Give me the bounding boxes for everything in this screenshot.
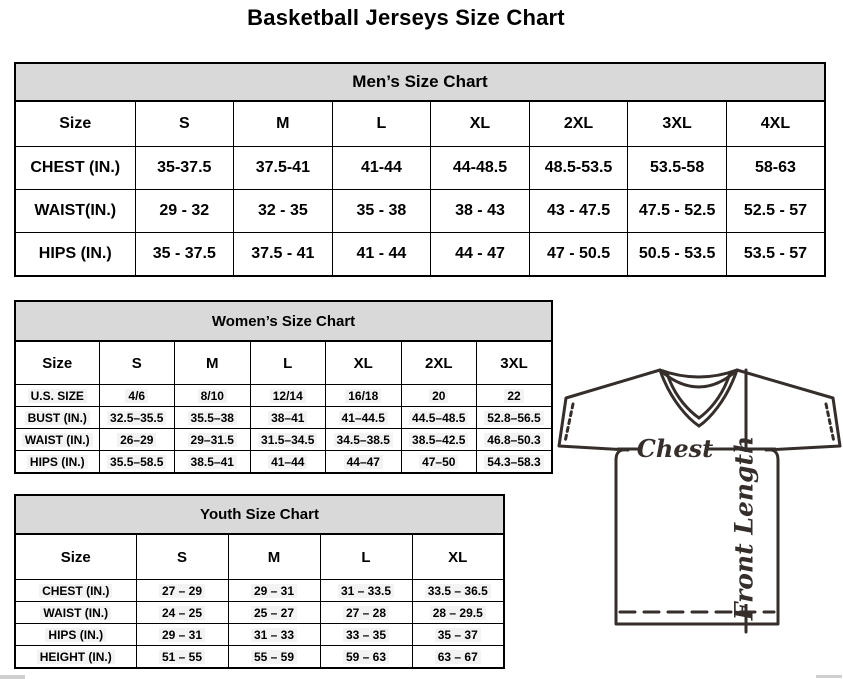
men-cell: 52.5 - 57 <box>726 190 825 233</box>
youth-cell: 25 – 27 <box>228 602 320 624</box>
youth-row-label: HIPS (IN.) <box>15 624 136 646</box>
women-column-header: XL <box>326 341 402 385</box>
men-cell: 29 - 32 <box>135 190 234 233</box>
chest-label: Chest <box>636 434 714 463</box>
men-cell: 47 - 50.5 <box>529 233 628 277</box>
women-cell: 41–44 <box>250 451 326 474</box>
youth-column-header: XL <box>412 534 504 580</box>
women-cell: 46.8–50.3 <box>477 429 553 451</box>
youth-column-header: L <box>320 534 412 580</box>
jersey-measurement-diagram <box>556 360 843 667</box>
youth-cell: 55 – 59 <box>228 646 320 669</box>
men-cell: 50.5 - 53.5 <box>628 233 727 277</box>
women-row-label: U.S. SIZE <box>15 385 99 407</box>
women-cell: 38.5–41 <box>175 451 251 474</box>
youth-table-title: Youth Size Chart <box>15 495 504 534</box>
front-length-label: Front Length <box>729 435 759 621</box>
scrollbar-fragment-left <box>0 675 25 679</box>
women-cell: 54.3–58.3 <box>477 451 553 474</box>
women-row-label: WAIST (IN.) <box>15 429 99 451</box>
women-cell: 12/14 <box>250 385 326 407</box>
youth-column-header: Size <box>15 534 136 580</box>
youth-cell: 31 – 33.5 <box>320 580 412 602</box>
women-table-row <box>15 429 552 451</box>
women-column-header: 3XL <box>477 341 553 385</box>
men-column-header: 2XL <box>529 101 628 147</box>
youth-table-row <box>15 624 504 646</box>
women-cell: 29–31.5 <box>175 429 251 451</box>
men-row-label: WAIST(IN.) <box>15 190 135 233</box>
youth-column-header: M <box>228 534 320 580</box>
men-cell: 35 - 38 <box>332 190 431 233</box>
women-table-row <box>15 407 552 429</box>
women-cell: 44.5–48.5 <box>401 407 477 429</box>
youth-cell: 28 – 29.5 <box>412 602 504 624</box>
women-cell: 44–47 <box>326 451 402 474</box>
youth-table-row <box>15 580 504 602</box>
men-cell: 48.5-53.5 <box>529 147 628 190</box>
women-column-header: 2XL <box>401 341 477 385</box>
men-column-header: XL <box>431 101 530 147</box>
men-cell: 32 - 35 <box>234 190 333 233</box>
women-cell: 35.5–58.5 <box>99 451 175 474</box>
youth-size-chart-table <box>14 494 505 669</box>
youth-column-header: S <box>136 534 228 580</box>
men-row-label: CHEST (IN.) <box>15 147 135 190</box>
women-column-header: Size <box>15 341 99 385</box>
scrollbar-fragment-right <box>816 675 842 678</box>
youth-cell: 27 – 28 <box>320 602 412 624</box>
youth-cell: 33.5 – 36.5 <box>412 580 504 602</box>
women-cell: 32.5–35.5 <box>99 407 175 429</box>
youth-cell: 24 – 25 <box>136 602 228 624</box>
youth-cell: 29 – 31 <box>228 580 320 602</box>
page-title: Basketball Jerseys Size Chart <box>247 5 565 30</box>
men-table-title: Men’s Size Chart <box>15 63 825 101</box>
men-column-header: 4XL <box>726 101 825 147</box>
men-column-header: L <box>332 101 431 147</box>
women-column-header: S <box>99 341 175 385</box>
women-cell: 47–50 <box>401 451 477 474</box>
jersey-outline <box>559 370 840 624</box>
men-column-header: 3XL <box>628 101 727 147</box>
youth-row-label: CHEST (IN.) <box>15 580 136 602</box>
women-row-label: HIPS (IN.) <box>15 451 99 474</box>
women-cell: 4/6 <box>99 385 175 407</box>
youth-cell: 51 – 55 <box>136 646 228 669</box>
men-table-row <box>15 190 825 233</box>
women-cell: 35.5–38 <box>175 407 251 429</box>
women-table-row <box>15 385 552 407</box>
men-cell: 41-44 <box>332 147 431 190</box>
women-cell: 20 <box>401 385 477 407</box>
men-cell: 44 - 47 <box>431 233 530 277</box>
women-cell: 26–29 <box>99 429 175 451</box>
youth-table-row <box>15 646 504 669</box>
men-cell: 43 - 47.5 <box>529 190 628 233</box>
youth-cell: 29 – 31 <box>136 624 228 646</box>
women-cell: 31.5–34.5 <box>250 429 326 451</box>
youth-cell: 31 – 33 <box>228 624 320 646</box>
men-cell: 37.5-41 <box>234 147 333 190</box>
women-cell: 52.8–56.5 <box>477 407 553 429</box>
youth-cell: 63 – 67 <box>412 646 504 669</box>
youth-table-row <box>15 602 504 624</box>
youth-cell: 33 – 35 <box>320 624 412 646</box>
youth-row-label: HEIGHT (IN.) <box>15 646 136 669</box>
men-column-header: Size <box>15 101 135 147</box>
men-column-header: M <box>234 101 333 147</box>
women-cell: 34.5–38.5 <box>326 429 402 451</box>
women-cell: 22 <box>477 385 553 407</box>
youth-row-label: WAIST (IN.) <box>15 602 136 624</box>
women-cell: 41–44.5 <box>326 407 402 429</box>
women-table-row <box>15 451 552 474</box>
men-cell: 53.5 - 57 <box>726 233 825 277</box>
youth-cell: 35 – 37 <box>412 624 504 646</box>
women-cell: 38.5–42.5 <box>401 429 477 451</box>
men-column-header: S <box>135 101 234 147</box>
women-cell: 8/10 <box>175 385 251 407</box>
men-cell: 35-37.5 <box>135 147 234 190</box>
women-column-header: L <box>250 341 326 385</box>
men-cell: 35 - 37.5 <box>135 233 234 277</box>
women-row-label: BUST (IN.) <box>15 407 99 429</box>
men-table-row <box>15 233 825 277</box>
mens-size-chart-table <box>14 62 826 277</box>
men-cell: 47.5 - 52.5 <box>628 190 727 233</box>
women-cell: 16/18 <box>326 385 402 407</box>
men-cell: 58-63 <box>726 147 825 190</box>
men-cell: 53.5-58 <box>628 147 727 190</box>
womens-size-chart-table <box>14 300 553 474</box>
men-cell: 41 - 44 <box>332 233 431 277</box>
youth-cell: 27 – 29 <box>136 580 228 602</box>
men-cell: 38 - 43 <box>431 190 530 233</box>
men-cell: 44-48.5 <box>431 147 530 190</box>
women-column-header: M <box>175 341 251 385</box>
men-row-label: HIPS (IN.) <box>15 233 135 277</box>
men-cell: 37.5 - 41 <box>234 233 333 277</box>
women-table-title: Women’s Size Chart <box>15 301 552 341</box>
youth-cell: 59 – 63 <box>320 646 412 669</box>
men-table-row <box>15 147 825 190</box>
women-cell: 38–41 <box>250 407 326 429</box>
